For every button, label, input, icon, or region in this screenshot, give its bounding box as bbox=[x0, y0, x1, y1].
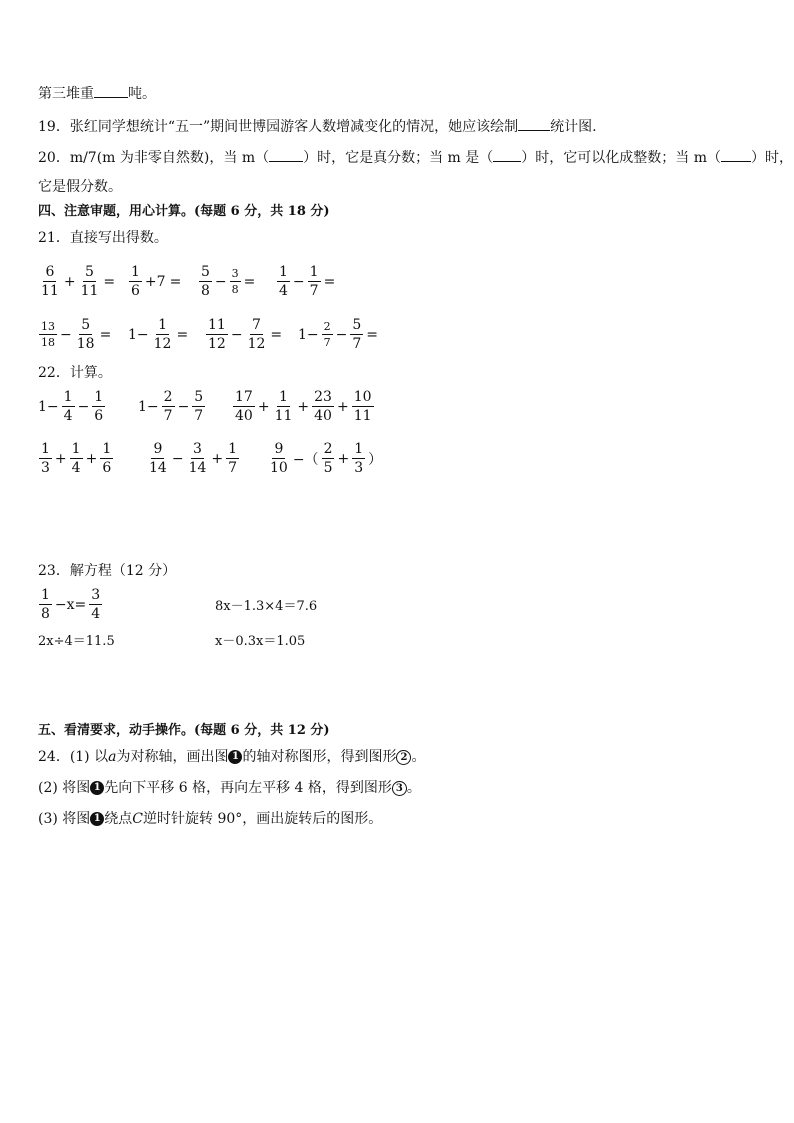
q23-equation-3: 2x÷4＝11.5 bbox=[38, 634, 115, 649]
fraction: $\frac{17}{40}$ bbox=[235, 389, 253, 424]
fraction: $\frac{1}{4}$ bbox=[71, 441, 81, 476]
q23-equation-4: x－0.3x＝1.05 bbox=[215, 634, 306, 649]
q21-item-1: $\frac{6}{11}$ + $\frac{5}{11}$ = bbox=[41, 264, 116, 299]
answer-blank[interactable] bbox=[269, 147, 303, 162]
question-20-line2: 它是假分数。 bbox=[38, 179, 122, 195]
q18-tail: 第三堆重 吨。 bbox=[38, 83, 156, 103]
question-23-title: 23．解方程（12 分） bbox=[38, 563, 177, 579]
q21-item-6: 1− $\frac{1}{12}$ = bbox=[128, 317, 189, 352]
fraction: $\frac{9}{10}$ bbox=[270, 441, 288, 476]
fraction: $\frac{13}{18}$ bbox=[41, 320, 55, 349]
fraction: $\frac{10}{11}$ bbox=[353, 389, 372, 424]
q22-item-6: $\frac{9}{10}$ −（ $\frac{2}{5}$ + $\frac{1}{3}$ ） bbox=[270, 441, 383, 476]
question-24-part-1: 24．(1) 以a为对称轴，画出图 1 的轴对称图形，得到图形 2 。 bbox=[38, 749, 426, 765]
fraction: $\frac{3}{4}$ bbox=[91, 587, 101, 622]
q21-item-8: 1− $\frac{2}{7}$ − $\frac{5}{7}$ = bbox=[298, 317, 379, 352]
q22-item-4: $\frac{1}{3}$ + $\frac{1}{4}$ + $\frac{1}{6}$ bbox=[41, 441, 112, 476]
question-21-title: 21．直接写出得数。 bbox=[38, 230, 168, 246]
fraction: $\frac{3}{8}$ bbox=[231, 267, 239, 296]
fraction: $\frac{11}{12}$ bbox=[208, 317, 226, 352]
fraction: $\frac{1}{7}$ bbox=[228, 441, 238, 476]
circled-number-3: 3 bbox=[392, 781, 407, 796]
q21-item-7: $\frac{11}{12}$ − $\frac{7}{12}$ = bbox=[208, 317, 283, 352]
fraction: $\frac{2}{7}$ bbox=[323, 320, 331, 349]
q22-item-2: 1− $\frac{2}{7}$ − $\frac{5}{7}$ bbox=[138, 389, 204, 424]
fraction: $\frac{1}{3}$ bbox=[354, 441, 364, 476]
answer-blank[interactable] bbox=[518, 116, 550, 131]
q22-item-1: 1− $\frac{1}{4}$ − $\frac{1}{6}$ bbox=[38, 389, 104, 424]
fraction: $\frac{1}{12}$ bbox=[153, 317, 172, 352]
q23-equation-2: 8x－1.3×4＝7.6 bbox=[215, 599, 318, 614]
section-4-title: 四、注意审题，用心计算。(每题 6 分，共 18 分) bbox=[38, 204, 330, 219]
fraction: $\frac{5}{7}$ bbox=[352, 317, 362, 352]
question-22-title: 22．计算。 bbox=[38, 365, 112, 381]
section-5-title: 五、看清要求，动手操作。(每题 6 分，共 12 分) bbox=[38, 723, 330, 738]
fraction: $\frac{1}{6}$ bbox=[102, 441, 112, 476]
fraction: $\frac{1}{6}$ bbox=[131, 264, 140, 299]
fraction: $\frac{5}{8}$ bbox=[201, 264, 210, 299]
fraction: $\frac{1}{4}$ bbox=[63, 389, 73, 424]
fraction: $\frac{1}{7}$ bbox=[309, 264, 319, 299]
fraction: $\frac{23}{40}$ bbox=[314, 389, 332, 424]
q22-item-5: $\frac{9}{14}$ − $\frac{3}{14}$ + $\frac{1}{7}$ bbox=[149, 441, 238, 476]
fraction: $\frac{7}{12}$ bbox=[247, 317, 266, 352]
fraction: $\frac{3}{14}$ bbox=[188, 441, 207, 476]
fraction: $\frac{1}{11}$ bbox=[274, 389, 293, 424]
fraction: $\frac{2}{7}$ bbox=[163, 389, 173, 424]
question-20: 20．m/7(m 为非零自然数)，当 m（ ）时，它是真分数；当 m 是（ ）时，它可以化成整数；当 m（ ）时， bbox=[38, 147, 793, 167]
q23-equation-1: $\frac{1}{8}$ −x= $\frac{3}{4}$ bbox=[41, 587, 101, 622]
question-24-part-2: (2) 将图 1 先向下平移 6 格，再向左平移 4 格，得到图形 3 。 bbox=[38, 780, 421, 796]
fraction: $\frac{1}{8}$ bbox=[41, 587, 50, 622]
q21-item-4: $\frac{1}{4}$ − $\frac{1}{7}$ = bbox=[279, 264, 336, 299]
circled-number-1: 1 bbox=[228, 750, 242, 764]
answer-blank[interactable] bbox=[493, 147, 521, 162]
fraction: $\frac{1}{3}$ bbox=[41, 441, 50, 476]
answer-blank[interactable] bbox=[94, 83, 128, 98]
question-24-part-3: (3) 将图 1 绕点C逆时针旋转 90°，画出旋转后的图形。 bbox=[38, 811, 383, 827]
q21-item-2: $\frac{1}{6}$ +7 = bbox=[131, 264, 182, 299]
circled-number-1: 1 bbox=[90, 781, 104, 795]
question-19: 19．张红同学想统计“五一”期间世博园游客人数增减变化的情况，她应该绘制 统计图. bbox=[38, 116, 597, 136]
circled-number-1: 1 bbox=[90, 812, 104, 826]
fraction: $\frac{5}{18}$ bbox=[76, 317, 95, 352]
answer-blank[interactable] bbox=[721, 147, 751, 162]
fraction: $\frac{9}{14}$ bbox=[149, 441, 167, 476]
fraction: $\frac{5}{11}$ bbox=[80, 264, 99, 299]
q21-item-5: $\frac{13}{18}$ − $\frac{5}{18}$ = bbox=[41, 317, 112, 352]
fraction: $\frac{1}{4}$ bbox=[279, 264, 288, 299]
q21-item-3: $\frac{5}{8}$ − $\frac{3}{8}$ = bbox=[201, 264, 256, 299]
q22-item-3: $\frac{17}{40}$ + $\frac{1}{11}$ + $\frac{23}{40}$ + $\frac{10}{11}$ bbox=[235, 389, 372, 424]
circled-number-2: 2 bbox=[396, 750, 411, 765]
fraction: $\frac{6}{11}$ bbox=[41, 264, 59, 299]
fraction: $\frac{5}{7}$ bbox=[194, 389, 204, 424]
fraction: $\frac{2}{5}$ bbox=[323, 441, 333, 476]
fraction: $\frac{1}{6}$ bbox=[94, 389, 104, 424]
